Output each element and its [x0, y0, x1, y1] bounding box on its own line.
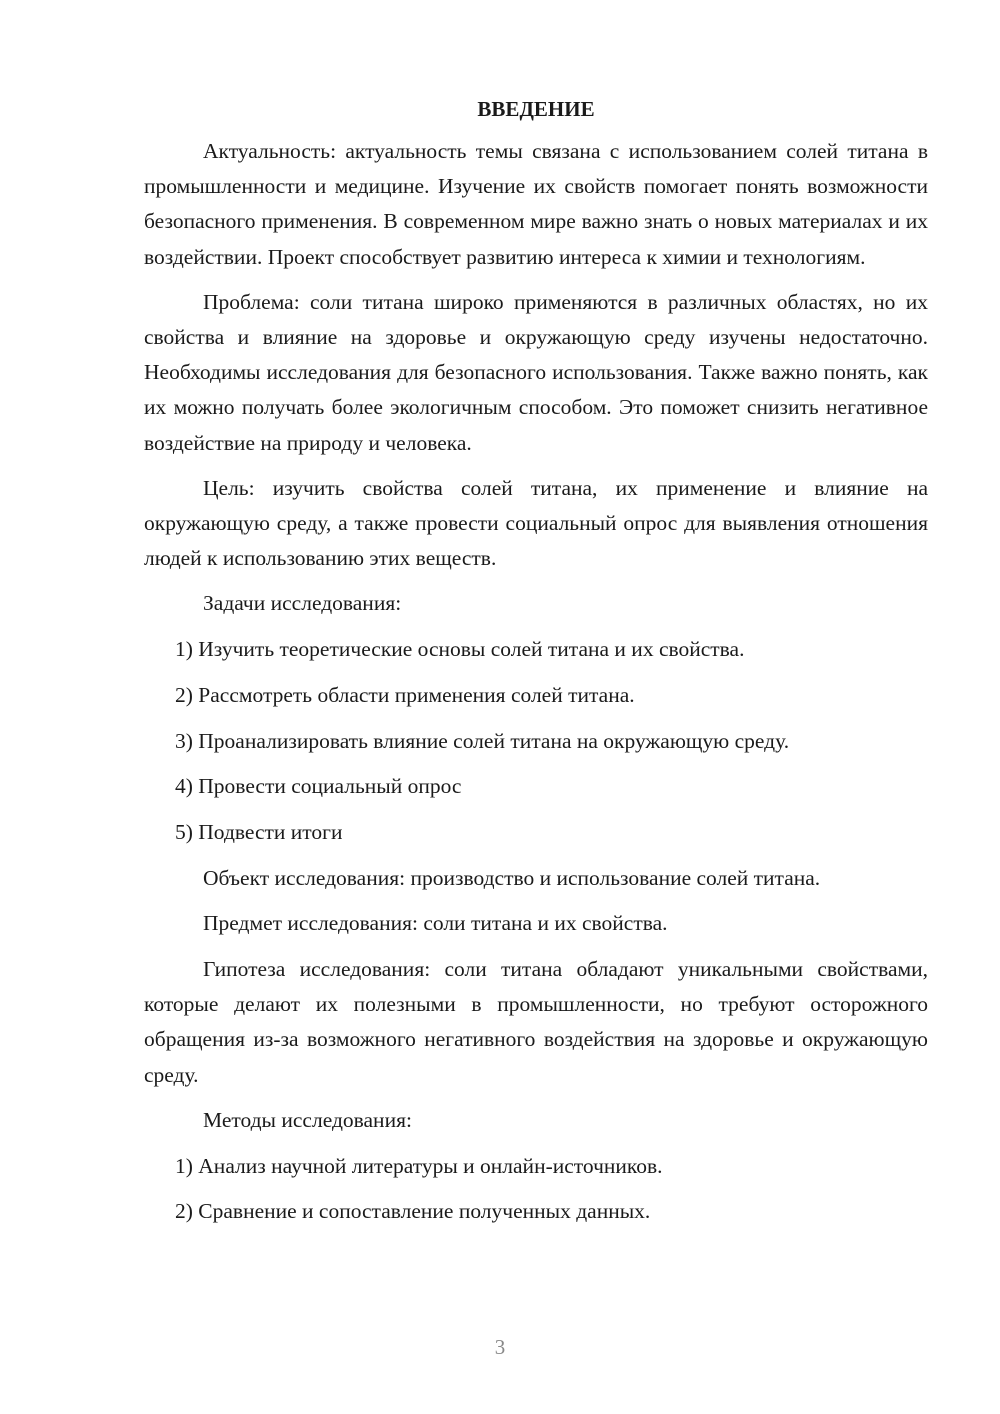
page-number: 3 [494, 1335, 506, 1359]
subject-line: Предмет исследования: соли титана и их свойства. [203, 911, 668, 936]
methods-heading: Методы исследования: [203, 1107, 412, 1132]
relevance-paragraph: Актуальность: актуальность темы связана с использованием солей титана в промышленности и медицине. Изучение их свойств помогает понять возможности безопасного применения. В современном мире важно знать о новых материалах и их воздействии. Проект способствует развитию интереса к химии и технологиям. [144, 139, 928, 269]
list-item: 2) Сравнение и сопоставление полученных данных. [175, 1199, 651, 1224]
hypothesis-paragraph: Гипотеза исследования: соли титана обладают уникальными свойствами, которые делают их полезными в промышленности, но требуют осторожного обращения из-за возможного негативного воздействия на здоровье и окружающую среду. [144, 957, 928, 1087]
object-line: Объект исследования: производство и использование солей титана. [203, 865, 821, 890]
goal-paragraph: Цель: изучить свойства солей титана, их применение и влияние на окружающую среду, а также провести социальный опрос для выявления отношения людей к использованию этих веществ. [144, 475, 928, 571]
tasks-heading: Задачи исследования: [203, 591, 402, 616]
problem-paragraph: Проблема: соли титана широко применяются в различных областях, но их свойства и влияние на здоровье и окружающую среду изучены недостаточно. Необходимы исследования для безопасного использования. Также важно понять, как их можно получать более экологичным способом. Это поможет снизить негативное воздействие на природу и человека. [144, 289, 928, 455]
page-title: ВВЕДЕНИЕ [477, 97, 595, 121]
list-item: 4) Провести социальный опрос [175, 774, 462, 799]
methods-list [144, 1149, 928, 1230]
document-page [144, 92, 928, 1240]
list-item: 2) Рассмотреть области применения солей титана. [175, 682, 635, 707]
list-item: 3) Проанализировать влияние солей титана на окружающую среду. [175, 728, 790, 753]
list-item: 5) Подвести итоги [175, 819, 343, 844]
list-item: 1) Анализ научной литературы и онлайн-источников. [175, 1153, 663, 1178]
list-item: 1) Изучить теоретические основы солей титана и их свойства. [175, 637, 745, 662]
tasks-list [144, 632, 928, 850]
